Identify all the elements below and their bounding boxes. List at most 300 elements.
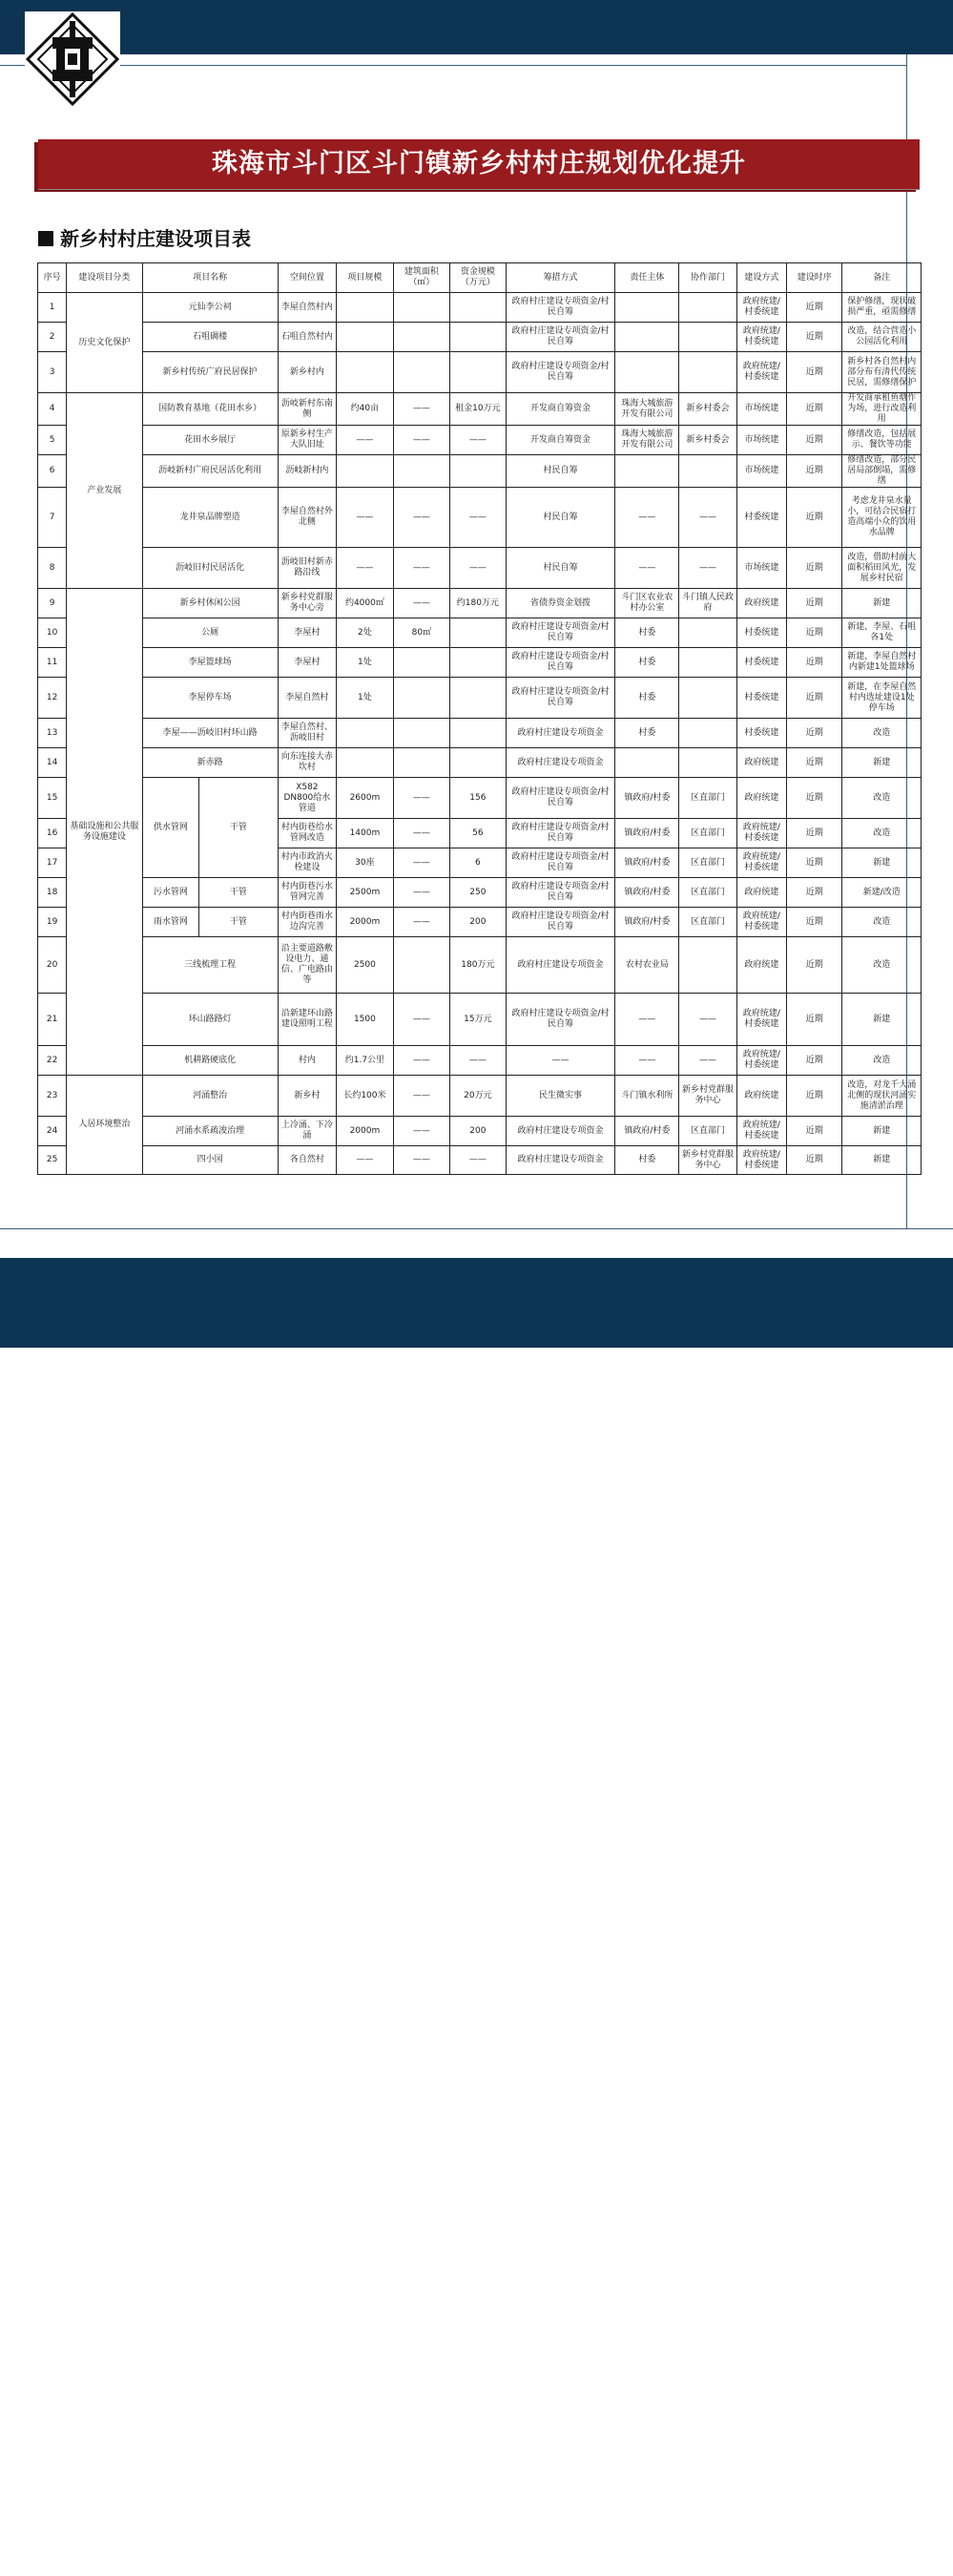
header-cell: 协作部门	[679, 263, 737, 293]
cell-scale: 长约100米	[337, 1076, 394, 1117]
cell-method: 政府村庄建设专项资金/村民自筹	[506, 994, 615, 1046]
cell-area: ——	[393, 908, 450, 937]
cell-owner: 珠海大城旅游开发有限公司	[615, 426, 679, 455]
cell-location: 沥岐旧村新赤路沿线	[278, 548, 337, 589]
cell-method: 政府村庄建设专项资金/村民自筹	[506, 352, 615, 393]
cell-area: ——	[393, 548, 450, 589]
cell-scale: ——	[337, 548, 394, 589]
cell-method: 省债券资金划拨	[506, 589, 615, 618]
cell-location: 李屋自然村外北侧	[278, 488, 337, 548]
cell-location: 村内市政消火栓建设	[278, 848, 337, 878]
cell-index: 9	[38, 589, 67, 618]
cell-timing: 近期	[786, 1046, 841, 1076]
cell-index: 5	[38, 426, 67, 455]
cell-owner: 镇政府/村委	[615, 1117, 679, 1146]
cell-location: 新乡村内	[278, 352, 337, 393]
cell-method: 政府村庄建设专项资金/村民自筹	[506, 678, 615, 719]
cell-fund	[450, 618, 506, 648]
category-cell: 产业发展	[67, 393, 142, 589]
table-row	[38, 878, 922, 908]
cell-owner	[615, 323, 679, 352]
table-row	[38, 293, 922, 323]
cell-area	[393, 293, 450, 323]
logo-icon	[25, 11, 120, 107]
cell-area	[393, 678, 450, 719]
cell-fund: 200	[450, 1117, 506, 1146]
cell-partner	[679, 323, 737, 352]
cell-note: 修缮改造，部分民居局部倒塌，需修缮	[842, 455, 922, 488]
cell-project: 花田水乡展厅	[142, 426, 278, 455]
cell-area: ——	[393, 1046, 450, 1076]
category-cell: 基础设施和公共服务设施建设	[67, 589, 142, 1076]
cell-owner: 镇政府/村委	[615, 878, 679, 908]
cell-index: 14	[38, 748, 67, 778]
cell-index: 20	[38, 937, 67, 994]
cell-project: 机耕路硬底化	[142, 1046, 278, 1076]
cell-note: 新建	[842, 589, 922, 618]
cell-owner: 村委	[615, 719, 679, 748]
cell-fund: 约180万元	[450, 589, 506, 618]
cell-timing: 近期	[786, 589, 841, 618]
table-row	[38, 678, 922, 719]
cell-subcategory: 供水管网	[142, 778, 199, 878]
cell-method: 政府村庄建设专项资金/村民自筹	[506, 908, 615, 937]
cell-index: 18	[38, 878, 67, 908]
cell-note: 改造	[842, 719, 922, 748]
cell-scale: 30座	[337, 848, 394, 878]
cell-area: ——	[393, 393, 450, 426]
cell-note: 改造	[842, 1046, 922, 1076]
category-cell: 历史文化保护	[67, 293, 142, 393]
cell-area: ——	[393, 1146, 450, 1175]
cell-note: 新建	[842, 994, 922, 1046]
cell-build-mode: 政府统建	[736, 937, 786, 994]
header-cell: 项目名称	[142, 263, 278, 293]
cell-index: 6	[38, 455, 67, 488]
cell-fund: 250	[450, 878, 506, 908]
cell-method: 政府村庄建设专项资金	[506, 937, 615, 994]
cell-location: 新乡村党群服务中心旁	[278, 589, 337, 618]
cell-area	[393, 352, 450, 393]
cell-partner	[679, 937, 737, 994]
cell-method: 政府村庄建设专项资金/村民自筹	[506, 323, 615, 352]
cell-scale: 约40亩	[337, 393, 394, 426]
cell-index: 13	[38, 719, 67, 748]
cell-location: 李屋村	[278, 648, 337, 678]
cell-project: 三线梳理工程	[142, 937, 278, 994]
cell-build-mode: 政府统建	[736, 1076, 786, 1117]
cell-fund: ——	[450, 1046, 506, 1076]
cell-location: X582 DN800给水管道	[278, 778, 337, 819]
cell-location: 沿新建环山路建设照明工程	[278, 994, 337, 1046]
cell-timing: 近期	[786, 293, 841, 323]
cell-partner: 区直部门	[679, 878, 737, 908]
cell-partner	[679, 618, 737, 648]
cell-partner: 区直部门	[679, 819, 737, 848]
cell-subcategory: 污水管网	[142, 878, 199, 908]
cell-method: 政府村庄建设专项资金/村民自筹	[506, 878, 615, 908]
cell-fund	[450, 719, 506, 748]
cell-note: 新建	[842, 748, 922, 778]
table-row	[38, 618, 922, 648]
cell-scale: 2000m	[337, 908, 394, 937]
cell-timing: 近期	[786, 778, 841, 819]
cell-timing: 近期	[786, 719, 841, 748]
cell-project: 石咀碉楼	[142, 323, 278, 352]
cell-build-mode: 市场统建	[736, 426, 786, 455]
cell-partner: 斗门镇人民政府	[679, 589, 737, 618]
cell-fund	[450, 455, 506, 488]
cell-owner: ——	[615, 488, 679, 548]
cell-location: 李屋自然村内	[278, 293, 337, 323]
cell-owner	[615, 748, 679, 778]
cell-note: 开发商承租鱼塘作为场，进行改造利用	[842, 393, 922, 426]
cell-fund	[450, 678, 506, 719]
cell-index: 19	[38, 908, 67, 937]
cell-project: 河涌水系疏浚治理	[142, 1117, 278, 1146]
cell-partner: 新乡村委会	[679, 426, 737, 455]
cell-partner	[679, 748, 737, 778]
cell-partner: 新乡村委会	[679, 393, 737, 426]
cell-partner: 区直部门	[679, 848, 737, 878]
cell-method: 开发商自筹资金	[506, 426, 615, 455]
cell-method: 民生微实事	[506, 1076, 615, 1117]
cell-owner: 镇政府/村委	[615, 778, 679, 819]
section-heading	[38, 223, 251, 251]
cell-area: 80㎡	[393, 618, 450, 648]
cell-scale: 1500	[337, 994, 394, 1046]
header-cell: 资金规模（万元）	[450, 263, 506, 293]
cell-build-mode: 政府统建	[736, 589, 786, 618]
cell-index: 8	[38, 548, 67, 589]
header-cell: 建设方式	[736, 263, 786, 293]
cell-build-mode: 政府统建/村委统建	[736, 908, 786, 937]
cell-timing: 近期	[786, 488, 841, 548]
cell-scale	[337, 352, 394, 393]
table-row	[38, 393, 922, 426]
header-cell: 建筑面积（㎡）	[393, 263, 450, 293]
cell-owner: ——	[615, 548, 679, 589]
cell-area: ——	[393, 819, 450, 848]
cell-subcategory: 雨水管网	[142, 908, 199, 937]
cell-location: 沿主要道路敷设电力、通信、广电路由等	[278, 937, 337, 994]
header-band	[0, 0, 953, 54]
cell-timing: 近期	[786, 393, 841, 426]
cell-index: 15	[38, 778, 67, 819]
cell-timing: 近期	[786, 678, 841, 719]
cell-index: 25	[38, 1146, 67, 1175]
cell-build-mode: 村委统建	[736, 618, 786, 648]
cell-pipe-type: 干管	[199, 908, 278, 937]
cell-index: 7	[38, 488, 67, 548]
cell-timing: 近期	[786, 748, 841, 778]
cell-build-mode: 政府统建/村委统建	[736, 1146, 786, 1175]
header-cell: 责任主体	[615, 263, 679, 293]
cell-scale	[337, 323, 394, 352]
cell-index: 4	[38, 393, 67, 426]
cell-build-mode: 政府统建/村委统建	[736, 848, 786, 878]
cell-scale	[337, 719, 394, 748]
cell-owner: 村委	[615, 648, 679, 678]
cell-index: 12	[38, 678, 67, 719]
cell-owner: ——	[615, 994, 679, 1046]
cell-location: 上冷涌、下冷涌	[278, 1117, 337, 1146]
cell-area	[393, 748, 450, 778]
header-cell: 建设项目分类	[67, 263, 142, 293]
cell-scale: 1处	[337, 648, 394, 678]
page-number: 03	[847, 2546, 875, 2575]
cell-timing: 近期	[786, 1117, 841, 1146]
cell-partner: 区直部门	[679, 1117, 737, 1146]
cell-area	[393, 719, 450, 748]
table-row	[38, 748, 922, 778]
cell-method: 政府村庄建设专项资金/村民自筹	[506, 618, 615, 648]
cell-scale	[337, 293, 394, 323]
cell-scale: 2000m	[337, 1117, 394, 1146]
table-row	[38, 548, 922, 589]
cell-scale: ——	[337, 488, 394, 548]
cell-project: 四小园	[142, 1146, 278, 1175]
cell-index: 22	[38, 1046, 67, 1076]
cell-location: 李屋村	[278, 618, 337, 648]
cell-method: 政府村庄建设专项资金	[506, 1146, 615, 1175]
footer-rule	[0, 1228, 953, 1229]
cell-index: 11	[38, 648, 67, 678]
cell-area	[393, 323, 450, 352]
table-row	[38, 937, 922, 994]
cell-area: ——	[393, 1117, 450, 1146]
cell-fund: 15万元	[450, 994, 506, 1046]
cell-note: 新建/改造	[842, 878, 922, 908]
cell-build-mode: 政府统建/村委统建	[736, 819, 786, 848]
cell-index: 23	[38, 1076, 67, 1117]
table-row	[38, 426, 922, 455]
cell-area: ——	[393, 778, 450, 819]
table-row	[38, 648, 922, 678]
footer-band	[0, 1258, 953, 2575]
cell-fund: 156	[450, 778, 506, 819]
cell-project: 新乡村休闲公园	[142, 589, 278, 618]
cell-location: 向东连接大赤坎村	[278, 748, 337, 778]
cell-partner: 区直部门	[679, 778, 737, 819]
cell-owner: 村委	[615, 1146, 679, 1175]
cell-project: 新乡村传统广府民居保护	[142, 352, 278, 393]
cell-build-mode: 市场统建	[736, 393, 786, 426]
cell-owner: 镇政府/村委	[615, 848, 679, 878]
table-row	[38, 323, 922, 352]
cell-timing: 近期	[786, 548, 841, 589]
cell-project: 新赤路	[142, 748, 278, 778]
cell-note: 新建	[842, 1146, 922, 1175]
cell-note: 新乡村各自然村内部分布有清代传统民居，需修缮保护	[842, 352, 922, 393]
cell-scale: 2处	[337, 618, 394, 648]
cell-scale	[337, 748, 394, 778]
cell-area	[393, 648, 450, 678]
cell-index: 3	[38, 352, 67, 393]
cell-method: 政府村庄建设专项资金	[506, 748, 615, 778]
page-title: 珠海市斗门区斗门镇新乡村村庄规划优化提升	[212, 149, 746, 178]
cell-partner	[679, 352, 737, 393]
cell-timing: 近期	[786, 1146, 841, 1175]
cell-owner: 珠海大城旅游开发有限公司	[615, 393, 679, 426]
cell-area: ——	[393, 994, 450, 1046]
title-underline	[38, 189, 920, 190]
cell-project: 元仙李公祠	[142, 293, 278, 323]
cell-timing: 近期	[786, 819, 841, 848]
cell-owner: ——	[615, 1046, 679, 1076]
cell-project: 沥岐新村广府民居活化利用	[142, 455, 278, 488]
cell-index: 21	[38, 994, 67, 1046]
cell-partner	[679, 648, 737, 678]
cell-owner: 村委	[615, 618, 679, 648]
cell-area: ——	[393, 426, 450, 455]
cell-partner: ——	[679, 1046, 737, 1076]
cell-fund: 6	[450, 848, 506, 878]
cell-method: 村民自筹	[506, 488, 615, 548]
cell-build-mode: 政府统建/村委统建	[736, 352, 786, 393]
cell-location: 李屋自然村	[278, 678, 337, 719]
cell-fund: ——	[450, 1146, 506, 1175]
cell-method: 政府村庄建设专项资金	[506, 719, 615, 748]
cell-timing: 近期	[786, 426, 841, 455]
table-row	[38, 994, 922, 1046]
cell-owner: 镇政府/村委	[615, 819, 679, 848]
cell-note: 考虑龙井泉水量小，可结合民宿打造高端小众的饮用水品牌	[842, 488, 922, 548]
cell-owner: 镇政府/村委	[615, 908, 679, 937]
cell-scale: 约1.7公里	[337, 1046, 394, 1076]
cell-location: 石咀自然村内	[278, 323, 337, 352]
cell-note: 新建，在李屋自然村内选址建设1处停车场	[842, 678, 922, 719]
cell-scale: 2600m	[337, 778, 394, 819]
cell-project: 李屋停车场	[142, 678, 278, 719]
cell-partner: ——	[679, 488, 737, 548]
table-row	[38, 1146, 922, 1175]
cell-method: 政府村庄建设专项资金/村民自筹	[506, 293, 615, 323]
cell-note: 新建，李屋、石咀各1处	[842, 618, 922, 648]
cell-fund	[450, 323, 506, 352]
cell-fund: 200	[450, 908, 506, 937]
cell-note: 改造，对龙千大涌北侧的现状河涌实施清淤治理	[842, 1076, 922, 1117]
cell-method: 村民自筹	[506, 548, 615, 589]
cell-pipe-type: 干管	[199, 878, 278, 908]
cell-build-mode: 村委统建	[736, 678, 786, 719]
cell-build-mode: 政府统建	[736, 748, 786, 778]
cell-area: ——	[393, 1076, 450, 1117]
cell-location: 李屋自然村、沥岐旧村	[278, 719, 337, 748]
header-cell: 建设时序	[786, 263, 841, 293]
table-row	[38, 908, 922, 937]
cell-partner	[679, 455, 737, 488]
cell-scale: 2500m	[337, 878, 394, 908]
cell-fund	[450, 748, 506, 778]
cell-note: 改造	[842, 937, 922, 994]
cell-owner	[615, 293, 679, 323]
cell-location: 村内街巷污水管网完善	[278, 878, 337, 908]
cell-fund: 180万元	[450, 937, 506, 994]
cell-build-mode: 村委统建	[736, 488, 786, 548]
cell-location: 村内街巷给水管网改造	[278, 819, 337, 848]
cell-project: 国防教育基地（花田水乡）	[142, 393, 278, 426]
cell-scale: 1400m	[337, 819, 394, 848]
square-bullet-icon	[38, 231, 53, 246]
cell-project: 河涌整治	[142, 1076, 278, 1117]
cell-fund: 租金10万元	[450, 393, 506, 426]
cell-fund	[450, 352, 506, 393]
cell-timing: 近期	[786, 908, 841, 937]
cell-fund	[450, 293, 506, 323]
cell-note: 新建	[842, 1117, 922, 1146]
cell-index: 2	[38, 323, 67, 352]
cell-location: 新乡村	[278, 1076, 337, 1117]
cell-area	[393, 937, 450, 994]
cell-project: 龙井泉品牌塑造	[142, 488, 278, 548]
cell-owner	[615, 455, 679, 488]
cell-build-mode: 政府统建/村委统建	[736, 323, 786, 352]
cell-owner: 村委	[615, 678, 679, 719]
cell-timing: 近期	[786, 937, 841, 994]
header-cell: 空间位置	[278, 263, 337, 293]
cell-project: 公厕	[142, 618, 278, 648]
cell-note: 改造	[842, 908, 922, 937]
header-cell: 项目规模	[337, 263, 394, 293]
cell-timing: 近期	[786, 455, 841, 488]
header-cell: 筹措方式	[506, 263, 615, 293]
cell-project: 环山路路灯	[142, 994, 278, 1046]
cell-partner	[679, 678, 737, 719]
cell-scale: 约4000㎡	[337, 589, 394, 618]
cell-build-mode: 市场统建	[736, 548, 786, 589]
cell-partner: ——	[679, 548, 737, 589]
cell-build-mode: 政府统建/村委统建	[736, 994, 786, 1046]
category-cell: 人居环境整治	[67, 1076, 142, 1175]
cell-owner: 斗门镇水利所	[615, 1076, 679, 1117]
cell-pipe-type: 干管	[199, 778, 278, 878]
cell-method: 政府村庄建设专项资金/村民自筹	[506, 848, 615, 878]
cell-timing: 近期	[786, 848, 841, 878]
cell-location: 村内街巷雨水边沟完善	[278, 908, 337, 937]
table-row	[38, 1046, 922, 1076]
cell-timing: 近期	[786, 994, 841, 1046]
cell-method: 村民自筹	[506, 455, 615, 488]
cell-build-mode: 政府统建/村委统建	[736, 1046, 786, 1076]
cell-index: 1	[38, 293, 67, 323]
cell-scale: 1处	[337, 678, 394, 719]
table-row	[38, 1117, 922, 1146]
project-table	[37, 262, 922, 1175]
cell-note: 保护修缮，现状破损严重，亟需修缮	[842, 293, 922, 323]
table-row	[38, 778, 922, 819]
cell-method: 政府村庄建设专项资金/村民自筹	[506, 648, 615, 678]
cell-location: 原新乡村生产大队旧址	[278, 426, 337, 455]
cell-note: 改造	[842, 778, 922, 819]
cell-owner	[615, 352, 679, 393]
header-cell: 备注	[842, 263, 922, 293]
cell-note: 新建，李屋自然村内新建1处篮球场	[842, 648, 922, 678]
cell-index: 24	[38, 1117, 67, 1146]
cell-area: ——	[393, 589, 450, 618]
cell-scale: ——	[337, 426, 394, 455]
cell-area: ——	[393, 878, 450, 908]
cell-method: 开发商自筹资金	[506, 393, 615, 426]
cell-build-mode: 市场统建	[736, 455, 786, 488]
cell-note: 改造，结合营造小公园活化利用	[842, 323, 922, 352]
cell-partner: 新乡村党群服务中心	[679, 1076, 737, 1117]
cell-build-mode: 政府统建/村委统建	[736, 293, 786, 323]
cell-build-mode: 政府统建	[736, 878, 786, 908]
cell-index: 17	[38, 848, 67, 878]
cell-method: ——	[506, 1046, 615, 1076]
cell-timing: 近期	[786, 648, 841, 678]
